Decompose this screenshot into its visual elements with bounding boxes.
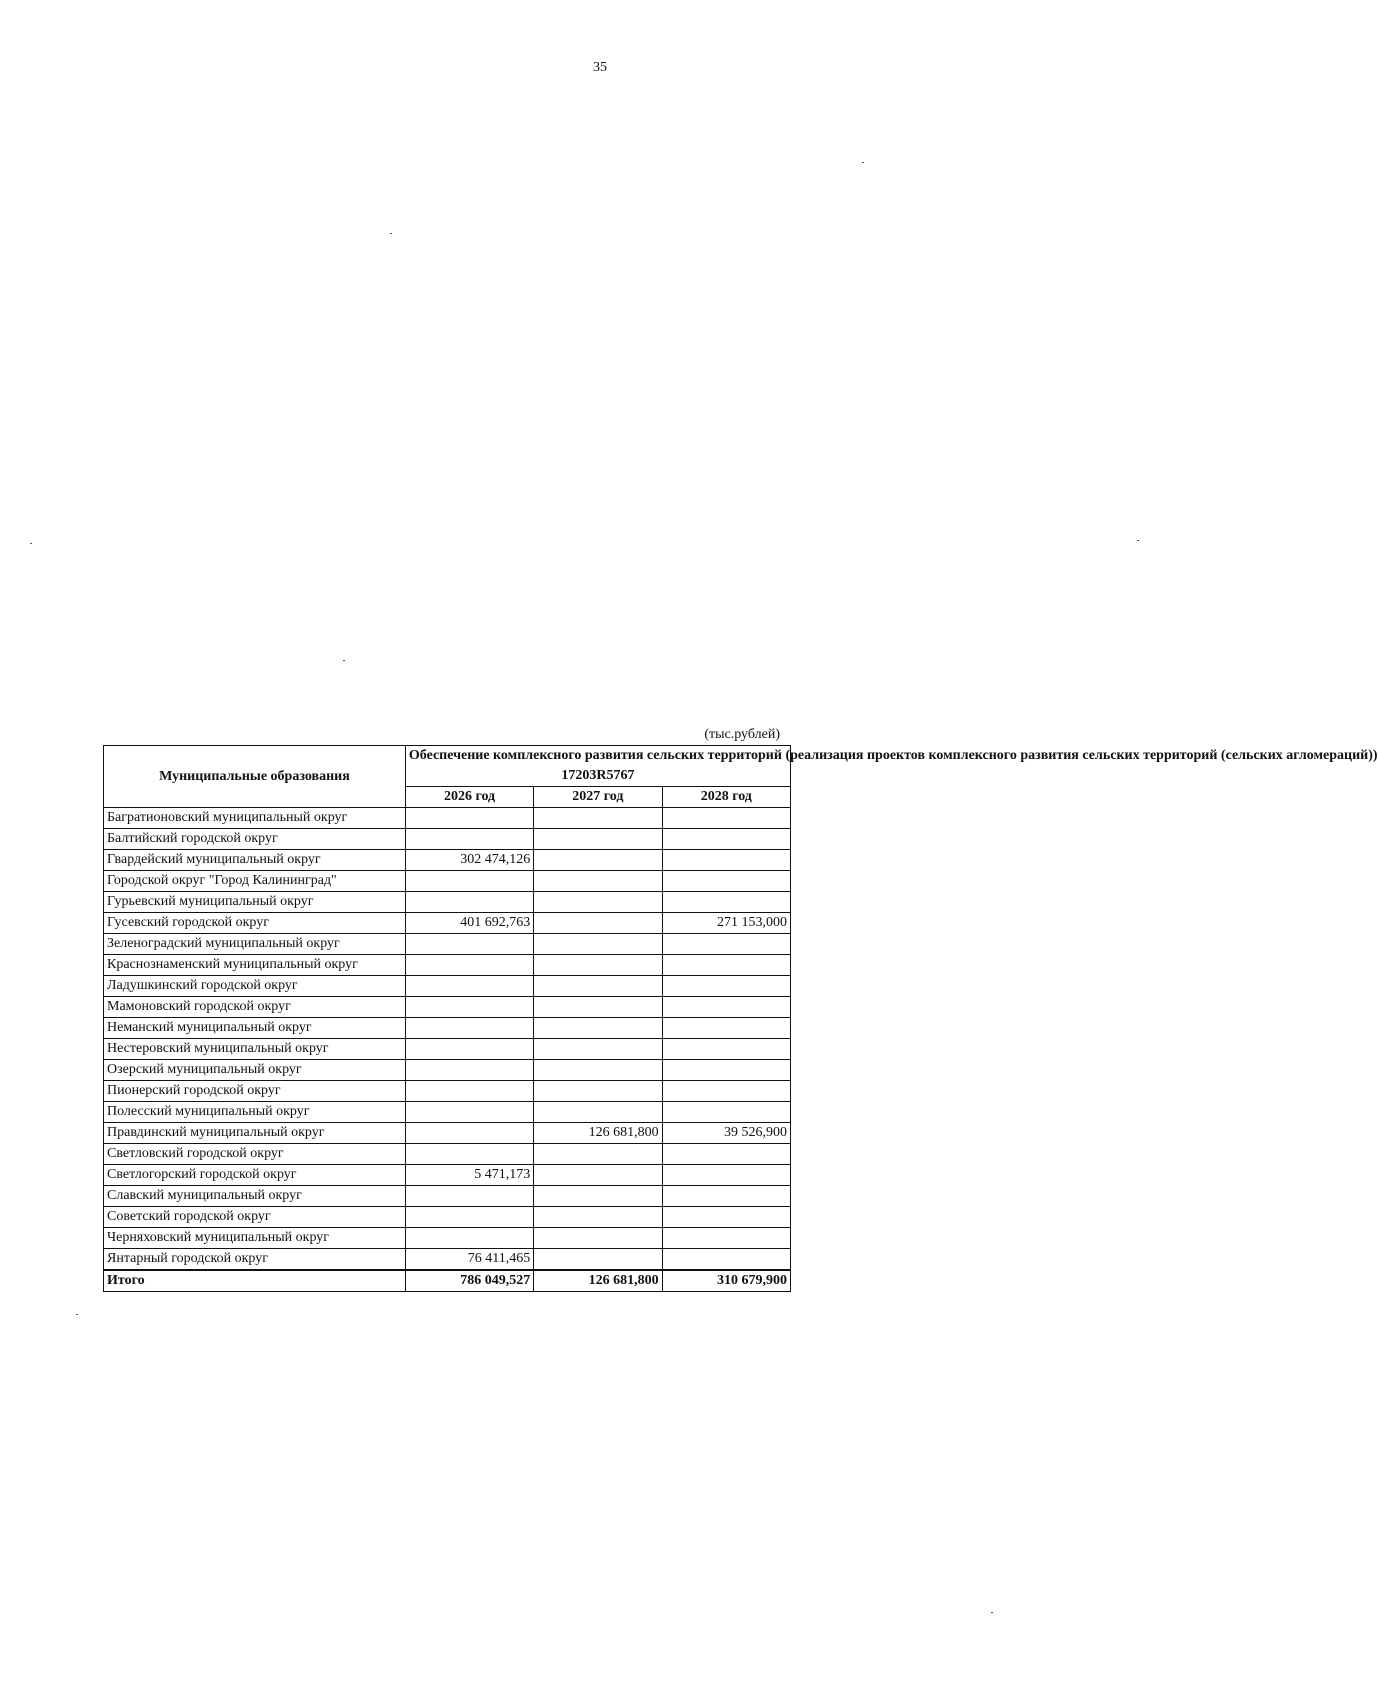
municipality-name: Правдинский муниципальный округ <box>104 1123 406 1144</box>
value-2026: 76 411,465 <box>405 1249 533 1271</box>
value-2027 <box>534 1186 662 1207</box>
value-2028: 271 153,000 <box>662 913 790 934</box>
value-2028 <box>662 829 790 850</box>
municipality-name: Неманский муниципальный округ <box>104 1018 406 1039</box>
table-row <box>104 997 791 1018</box>
table-row <box>104 1228 791 1249</box>
units-label: (тыс.рублей) <box>704 727 780 742</box>
scan-speck <box>343 660 345 661</box>
value-2026 <box>405 871 533 892</box>
scan-speck <box>76 1314 78 1315</box>
value-2028 <box>662 1102 790 1123</box>
municipality-name: Ладушкинский городской округ <box>104 976 406 997</box>
program-title: Обеспечение комплексного развития сельских территорий (реализация проектов комплексного развития сельских территорий (сельских агломераций)) <box>408 748 1378 763</box>
value-2026 <box>405 1186 533 1207</box>
municipality-name: Славский муниципальный округ <box>104 1186 406 1207</box>
value-2027 <box>534 1081 662 1102</box>
table-row <box>104 955 791 976</box>
program-code: 17203R5767 <box>561 768 635 783</box>
scan-speck <box>390 233 392 234</box>
table-row <box>104 1081 791 1102</box>
value-2027 <box>534 1102 662 1123</box>
value-2028 <box>662 892 790 913</box>
value-2026 <box>405 1228 533 1249</box>
value-2027 <box>534 997 662 1018</box>
municipality-name: Городской округ "Город Калининград" <box>104 871 406 892</box>
value-2026 <box>405 1207 533 1228</box>
municipality-name: Черняховский муниципальный округ <box>104 1228 406 1249</box>
value-2026 <box>405 1102 533 1123</box>
value-2028 <box>662 1249 790 1271</box>
municipality-name: Гвардейский муниципальный округ <box>104 850 406 871</box>
value-2027 <box>534 1144 662 1165</box>
budget-table <box>103 745 1378 1292</box>
value-2028 <box>662 1207 790 1228</box>
value-2028 <box>662 1039 790 1060</box>
table-row <box>104 934 791 955</box>
value-2026 <box>405 976 533 997</box>
value-2028 <box>662 1018 790 1039</box>
value-2027 <box>534 1165 662 1186</box>
scan-speck <box>991 1612 993 1613</box>
value-2026 <box>405 1018 533 1039</box>
table-row <box>104 1123 791 1144</box>
scan-speck <box>30 543 32 544</box>
value-2028 <box>662 1081 790 1102</box>
total-2026: 786 049,527 <box>405 1270 533 1292</box>
municipality-name: Полесский муниципальный округ <box>104 1102 406 1123</box>
value-2026 <box>405 808 533 829</box>
value-2028 <box>662 808 790 829</box>
total-2028: 310 679,900 <box>662 1270 790 1292</box>
value-2027 <box>534 892 662 913</box>
year-header-2028: 2028 год <box>662 787 790 808</box>
table-row <box>104 1102 791 1123</box>
year-header-2026: 2026 год <box>405 787 533 808</box>
table-row <box>104 808 791 829</box>
value-2026 <box>405 934 533 955</box>
municipality-name: Балтийский городской округ <box>104 829 406 850</box>
scan-speck <box>1137 540 1139 541</box>
municipality-name: Краснознаменский муниципальный округ <box>104 955 406 976</box>
table-body <box>104 808 791 1271</box>
value-2027 <box>534 1039 662 1060</box>
value-2026 <box>405 892 533 913</box>
table-row <box>104 1249 791 1271</box>
value-2026 <box>405 1039 533 1060</box>
value-2028 <box>662 934 790 955</box>
value-2027 <box>534 1207 662 1228</box>
total-label: Итого <box>104 1270 406 1292</box>
municipality-name: Озерский муниципальный округ <box>104 1060 406 1081</box>
value-2027 <box>534 1228 662 1249</box>
total-row <box>104 1270 791 1292</box>
value-2028 <box>662 955 790 976</box>
value-2027 <box>534 871 662 892</box>
table-row <box>104 1018 791 1039</box>
municipality-name: Светловский городской округ <box>104 1144 406 1165</box>
table-row <box>104 1060 791 1081</box>
value-2026 <box>405 955 533 976</box>
value-2028 <box>662 871 790 892</box>
municipality-name: Советский городской округ <box>104 1207 406 1228</box>
table-row <box>104 1207 791 1228</box>
scan-speck <box>862 162 864 163</box>
value-2026: 302 474,126 <box>405 850 533 871</box>
year-header-2027: 2027 год <box>534 787 662 808</box>
value-2026 <box>405 997 533 1018</box>
program-header <box>405 746 1378 787</box>
value-2028 <box>662 1186 790 1207</box>
municipality-name: Светлогорский городской округ <box>104 1165 406 1186</box>
municipalities-header: Муниципальные образования <box>104 746 406 808</box>
table-row <box>104 976 791 997</box>
value-2028 <box>662 976 790 997</box>
value-2028: 39 526,900 <box>662 1123 790 1144</box>
value-2026 <box>405 1123 533 1144</box>
value-2026 <box>405 829 533 850</box>
value-2027 <box>534 1249 662 1271</box>
table-row <box>104 913 791 934</box>
value-2026 <box>405 1144 533 1165</box>
value-2028 <box>662 1060 790 1081</box>
total-2027: 126 681,800 <box>534 1270 662 1292</box>
municipality-name: Мамоновский городской округ <box>104 997 406 1018</box>
value-2027 <box>534 955 662 976</box>
value-2027 <box>534 913 662 934</box>
value-2027 <box>534 934 662 955</box>
municipality-name: Янтарный городской округ <box>104 1249 406 1271</box>
page-number: 35 <box>593 60 607 75</box>
municipality-name: Гусевский городской округ <box>104 913 406 934</box>
table-row <box>104 892 791 913</box>
value-2028 <box>662 1144 790 1165</box>
value-2028 <box>662 1165 790 1186</box>
value-2026 <box>405 1081 533 1102</box>
table-row <box>104 1165 791 1186</box>
value-2026: 401 692,763 <box>405 913 533 934</box>
value-2027 <box>534 808 662 829</box>
value-2027 <box>534 1018 662 1039</box>
table-row <box>104 1039 791 1060</box>
value-2028 <box>662 850 790 871</box>
value-2027 <box>534 1060 662 1081</box>
value-2026: 5 471,173 <box>405 1165 533 1186</box>
table-row <box>104 1144 791 1165</box>
table-row <box>104 850 791 871</box>
table-row <box>104 1186 791 1207</box>
municipality-name: Нестеровский муниципальный округ <box>104 1039 406 1060</box>
municipality-name: Багратионовский муниципальный округ <box>104 808 406 829</box>
municipality-name: Пионерский городской округ <box>104 1081 406 1102</box>
table-row <box>104 871 791 892</box>
value-2027: 126 681,800 <box>534 1123 662 1144</box>
value-2028 <box>662 1228 790 1249</box>
municipality-name: Гурьевский муниципальный округ <box>104 892 406 913</box>
value-2027 <box>534 829 662 850</box>
value-2026 <box>405 1060 533 1081</box>
value-2027 <box>534 850 662 871</box>
municipality-name: Зеленоградский муниципальный округ <box>104 934 406 955</box>
table-row <box>104 829 791 850</box>
value-2027 <box>534 976 662 997</box>
value-2028 <box>662 997 790 1018</box>
